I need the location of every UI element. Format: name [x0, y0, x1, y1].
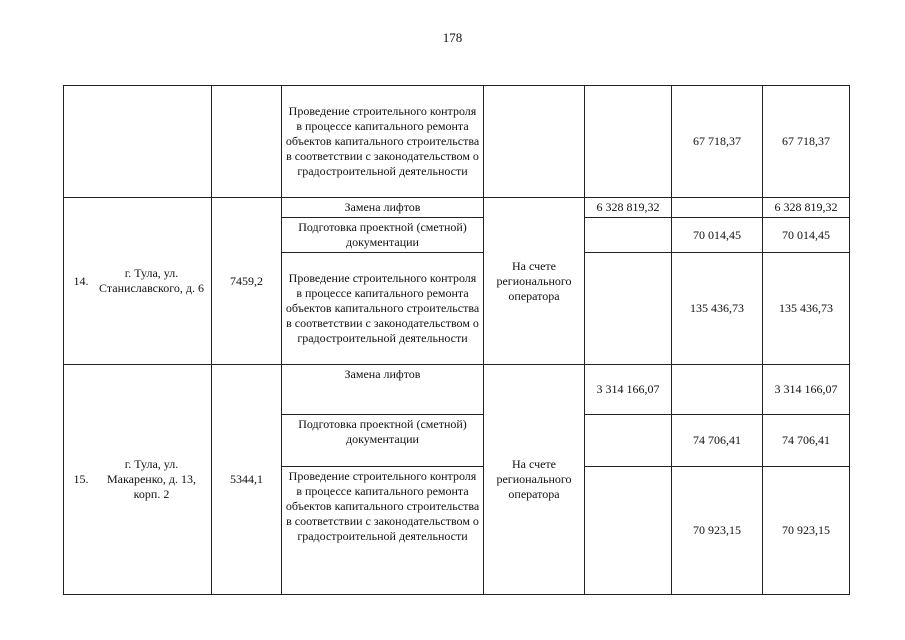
- address-cell: [64, 86, 212, 198]
- address-cell: [64, 198, 212, 365]
- row-number: 14.: [73, 273, 89, 288]
- amount-col1-cell: [585, 415, 672, 467]
- amount-col2-cell: [672, 198, 763, 218]
- amount-total-cell: 3 314 166,07: [763, 365, 850, 415]
- amount-col1-cell: [585, 467, 672, 595]
- table-row: [64, 365, 850, 415]
- address-text: г. Тула, ул. Макаренко, д. 13, корп. 2: [106, 457, 197, 501]
- amount-col2-cell: 74 706,41: [672, 415, 763, 467]
- page-number: 178: [442, 30, 463, 45]
- amount-total-cell: 135 436,73: [763, 253, 850, 365]
- work-cell: Проведение строительного контроля в процессе капитального ремонта объектов капитального строительства в соответствии с законодательством о градостроительной деятельности: [282, 86, 484, 198]
- area-cell: 7459,2: [212, 198, 282, 365]
- amount-col2-cell: 70 014,45: [672, 218, 763, 253]
- amount-col2-cell: [672, 365, 763, 415]
- address-cell: [64, 365, 212, 595]
- area-cell: 5344,1: [212, 365, 282, 595]
- work-cell: Замена лифтов: [282, 365, 484, 415]
- work-cell: Подготовка проектной (сметной) документации: [282, 415, 484, 467]
- amount-total-cell: 67 718,37: [763, 86, 850, 198]
- source-cell: [484, 86, 585, 198]
- amount-col2-cell: 67 718,37: [672, 86, 763, 198]
- amount-col1-cell: [585, 86, 672, 198]
- work-cell: Проведение строительного контроля в процессе капитального ремонта объектов капитального строительства в соответствии с законодательством о градостроительной деятельности: [282, 467, 484, 595]
- amount-total-cell: 6 328 819,32: [763, 198, 850, 218]
- amount-col2-cell: 70 923,15: [672, 467, 763, 595]
- amount-col1-cell: [585, 253, 672, 365]
- amount-col2-cell: 135 436,73: [672, 253, 763, 365]
- table-row: [64, 198, 850, 218]
- amount-total-cell: 70 014,45: [763, 218, 850, 253]
- amount-col1-cell: 3 314 166,07: [585, 365, 672, 415]
- table-row: [64, 86, 850, 198]
- source-cell: На счете регионального оператора: [484, 365, 585, 595]
- work-cell: Замена лифтов: [282, 198, 484, 218]
- amount-col1-cell: 6 328 819,32: [585, 198, 672, 218]
- row-number: 15.: [73, 472, 89, 486]
- work-cell: Проведение строительного контроля в процессе капитального ремонта объектов капитального строительства в соответствии с законодательством о градостроительной деятельности: [282, 253, 484, 365]
- amount-total-cell: 74 706,41: [763, 415, 850, 467]
- source-cell: На счете регионального оператора: [484, 198, 585, 365]
- works-table: [63, 85, 850, 595]
- amount-total-cell: 70 923,15: [763, 467, 850, 595]
- address-text: г. Тула, ул. Станиславского, д. 6: [99, 266, 204, 295]
- amount-col1-cell: [585, 218, 672, 253]
- area-cell: [212, 86, 282, 198]
- work-cell: Подготовка проектной (сметной) документации: [282, 218, 484, 253]
